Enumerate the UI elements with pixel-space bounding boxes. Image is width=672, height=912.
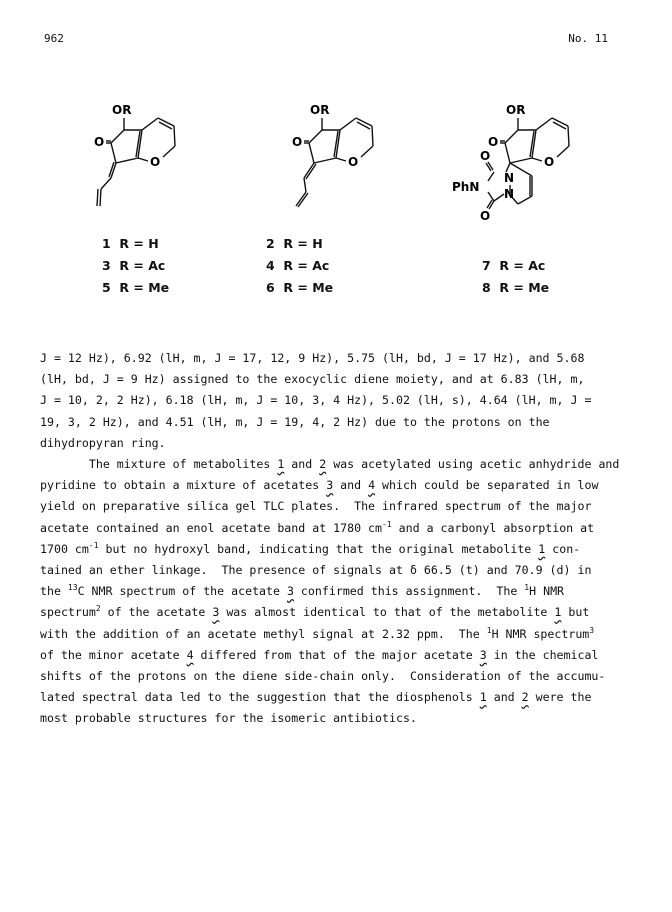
compound-ref: 4 bbox=[186, 647, 194, 662]
text-line: with the addition of an acetate methyl signal at 2.32 ppm. The $^1$H NMR spectrum$^3$ bbox=[40, 625, 595, 641]
carbonyl-oxygen: O bbox=[94, 135, 105, 149]
text-line: acetate contained an enol acetate band at 1780 $cm^{-1}$ and a carbonyl absorption at bbox=[40, 519, 595, 535]
text-line: The mixture of metabolites 1 and 2 was acetylated using acetic anhydride and bbox=[88, 457, 620, 472]
compound-ref: 3 bbox=[326, 478, 334, 493]
label-compound-7: 7 R = Ac bbox=[482, 258, 546, 273]
ring-oxygen: O bbox=[544, 155, 555, 169]
label-compound-6: 6 R = Me bbox=[266, 280, 334, 295]
compound-ref: 4 bbox=[368, 478, 376, 493]
text-line: yield on preparative silica gel TLC plates. The infrared spectrum of the major bbox=[40, 499, 592, 514]
issue-number: No. 11 bbox=[568, 32, 608, 45]
text-line: dihydropyran ring. bbox=[40, 435, 166, 450]
text-line: spectrum$^2$ of the acetate 3 was almost identical to that of the metabolite 1 but bbox=[40, 604, 590, 620]
body-text bbox=[40, 348, 640, 730]
or-label: OR bbox=[112, 103, 132, 117]
carbonyl-oxygen: O bbox=[488, 135, 499, 149]
paragraph-2 bbox=[40, 454, 640, 730]
text-line: J = 10, 2, 2 Hz), 6.18 (lH, m, J = 10, 3, 4 Hz), 5.02 (lH, s), 4.64 (lH, m, J = bbox=[40, 393, 592, 408]
carbonyl-oxygen: O bbox=[292, 135, 303, 149]
page-number: 962 bbox=[44, 32, 64, 45]
compound-ref: 1 bbox=[538, 541, 546, 556]
compound-ref: 2 bbox=[521, 690, 529, 705]
nitrogen-2: N bbox=[504, 187, 515, 201]
ring-oxygen: O bbox=[348, 155, 359, 169]
text-line: most probable structures for the isomeric antibiotics. bbox=[40, 711, 417, 726]
text-line: 19, 3, 2 Hz), and 4.51 (lH, m, J = 19, 4, 2 Hz) due to the protons on the bbox=[40, 414, 550, 429]
text-line: 1700 $cm^{-1}$ but no hydroxyl band, indicating that the original metabolite 1 con- bbox=[40, 540, 581, 556]
label-compound-2: 2 R = H bbox=[266, 236, 323, 251]
structure-1 bbox=[80, 100, 200, 220]
label-compound-5: 5 R = Me bbox=[102, 280, 170, 295]
phn-label: PhN bbox=[452, 180, 480, 194]
or-label: OR bbox=[506, 103, 526, 117]
text-line: pyridine to obtain a mixture of acetates 3 and 4 which could be separated in low bbox=[40, 478, 599, 493]
text-line: the $^{13}$C NMR spectrum of the acetate 3 confirmed this assignment. The $^1$H NMR bbox=[40, 583, 565, 599]
structure-2 bbox=[278, 100, 398, 220]
urazole-bottom-oxygen: O bbox=[480, 209, 491, 223]
compound-ref: 3 bbox=[286, 584, 294, 599]
urazole-top-oxygen: O bbox=[480, 149, 491, 163]
paragraph-1 bbox=[40, 348, 640, 454]
compound-ref: 1 bbox=[554, 605, 562, 620]
text-line: tained an ether linkage. The presence of signals at δ 66.5 (t) and 70.9 (d) in bbox=[40, 563, 592, 578]
text-line: (lH, bd, J = 9 Hz) assigned to the exocyclic diene moiety, and at 6.83 (lH, m, bbox=[40, 372, 585, 387]
text-line: of the minor acetate 4 differed from that of the major acetate 3 in the chemical bbox=[40, 647, 599, 662]
text-line: lated spectral data led to the suggestion that the diosphenols 1 and 2 were the bbox=[40, 690, 592, 705]
label-compound-1: 1 R = H bbox=[102, 236, 159, 251]
compound-ref: 1 bbox=[479, 690, 487, 705]
or-label: OR bbox=[310, 103, 330, 117]
compound-ref: 3 bbox=[479, 647, 487, 662]
text-line: shifts of the protons on the diene side-chain only. Consideration of the accumu- bbox=[40, 669, 606, 684]
label-compound-4: 4 R = Ac bbox=[266, 258, 330, 273]
ring-oxygen: O bbox=[150, 155, 161, 169]
compound-ref: 2 bbox=[319, 457, 327, 472]
label-compound-3: 3 R = Ac bbox=[102, 258, 166, 273]
label-compound-8: 8 R = Me bbox=[482, 280, 550, 295]
structure-7 bbox=[448, 100, 598, 225]
text-line: J = 12 Hz), 6.92 (lH, m, J = 17, 12, 9 Hz), 5.75 (lH, bd, J = 17 Hz), and 5.68 bbox=[40, 351, 585, 365]
compound-ref: 1 bbox=[277, 457, 285, 472]
nitrogen-1: N bbox=[504, 171, 515, 185]
compound-ref: 3 bbox=[212, 605, 220, 620]
